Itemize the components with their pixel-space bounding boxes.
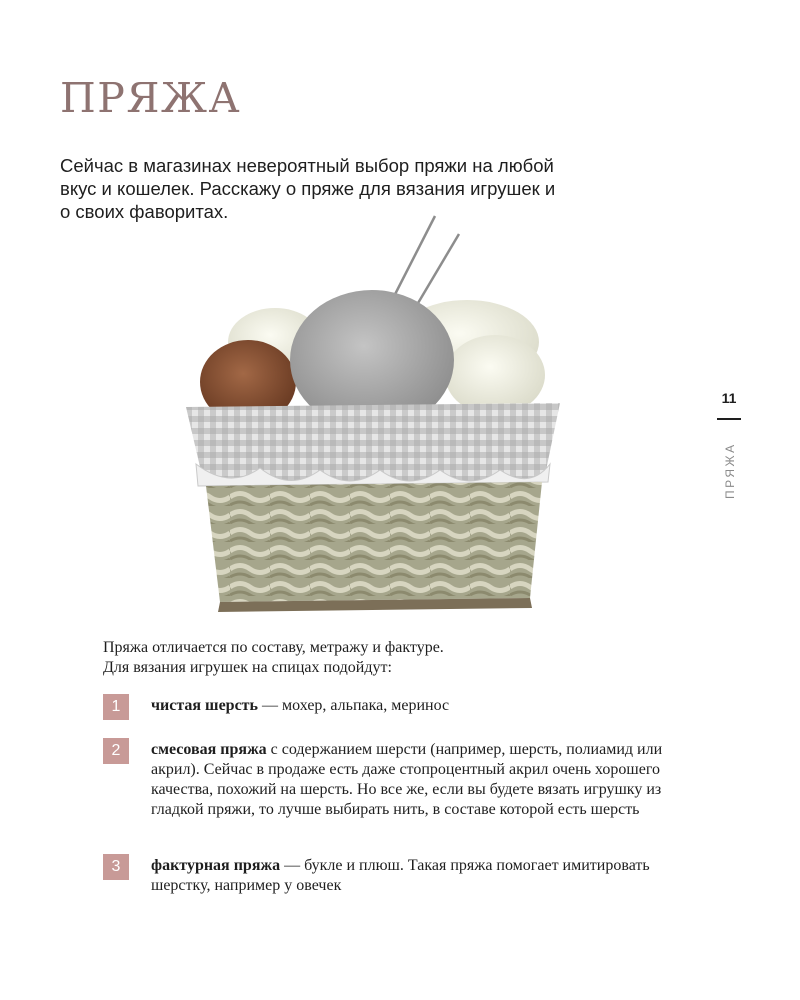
list-item-term: чистая шерсть (151, 697, 258, 714)
list-item-term: смесовая пряжа (151, 741, 267, 758)
lead-line-1: Пряжа отличается по составу, метражу и фактуре. (103, 639, 444, 656)
list-number-badge: 3 (103, 854, 129, 880)
lead-paragraph (103, 638, 663, 678)
list-item-description: с содержанием шерсти (например, шерсть, полиамид или акрил). Сейчас в продаже есть даже стопроцентный акрил очень хорошего качества, похожий на шерсть. Но все же, если вы будете вязать игрушку из гладкой пряжи, то лучше выбирать нить, в составе которой есть шерсть (151, 741, 663, 818)
list-item-text (151, 696, 686, 716)
lead-line-2: Для вязания игрушек на спицах подойдут: (103, 659, 392, 676)
page-number: 11 (721, 390, 737, 406)
intro-paragraph: Сейчас в магазинах невероятный выбор пряжи на любой вкус и кошелек. Расскажу о пряже для вязания игрушек и о своих фаворитах. (60, 155, 556, 222)
list-item-description: — мохер, альпака, меринос (257, 697, 450, 714)
page-number-block (712, 390, 746, 420)
list-number-badge: 2 (103, 738, 129, 764)
running-head: ПРЯЖА (723, 442, 737, 499)
list-item-text (151, 740, 686, 820)
list-number-badge: 1 (103, 694, 129, 720)
list-item-text (151, 856, 686, 896)
list-item-term: фактурная пряжа (151, 857, 281, 874)
yarn-basket-photo (150, 200, 590, 620)
list-item-description: — букле и плюш. Такая пряжа помогает имитировать шерстку, например у овечек (151, 857, 650, 894)
page-number-rule (717, 418, 741, 420)
page-title: ПРЯЖА (60, 74, 242, 122)
